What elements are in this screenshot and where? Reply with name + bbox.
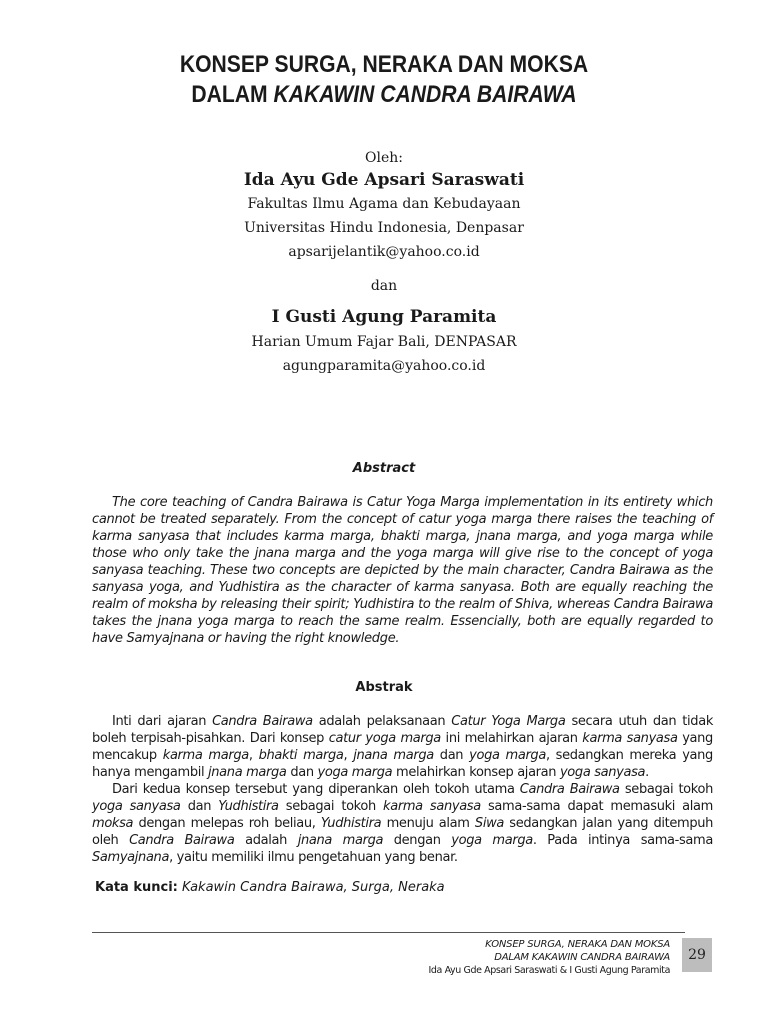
keywords-label: Kata kunci: — [95, 880, 178, 895]
running-title-line-2: DALAM KAKAWIN CANDRA BAIRAWA — [494, 952, 670, 963]
author-1-email: apsarijelantik@yahoo.co.id — [288, 244, 480, 260]
text-run: sebagai tokoh — [278, 799, 384, 814]
title-line-2-italic: KAKAWIN CANDRA BAIRAWA — [273, 81, 577, 108]
text-run: adalah pelaksanaan — [312, 714, 452, 729]
italic-term: Candra Bairawa — [129, 833, 235, 848]
italic-term: yoga marga — [469, 748, 546, 763]
author-2-name: I Gusti Agung Paramita — [271, 307, 497, 327]
italic-term: Yudhistira — [218, 799, 279, 814]
text-run: secara utuh dan tidak boleh terpisah-pisahkan. Dari konsep — [92, 714, 713, 746]
byline-conjunction: dan — [370, 278, 398, 294]
author-1-faculty: Fakultas Ilmu Agama dan Kebudayaan — [247, 196, 521, 212]
italic-term: Samyajnana — [92, 850, 170, 865]
italic-term: jnana marga — [208, 765, 287, 780]
italic-term: karma sanyasa — [383, 799, 481, 814]
text-run: adalah — [234, 833, 298, 848]
running-title-line-1: KONSEP SURGA, NERAKA DAN MOKSA — [485, 939, 670, 950]
italic-term: Catur Yoga Marga — [451, 714, 566, 729]
keywords — [95, 880, 445, 895]
running-header — [429, 938, 671, 977]
italic-term: bhakti marga — [258, 748, 344, 763]
text-run: Inti dari ajaran — [112, 714, 213, 729]
text-run: dan — [180, 799, 219, 814]
italic-term: karma sanyasa — [582, 731, 678, 746]
text-run: dengan — [383, 833, 452, 848]
running-authors: Ida Ayu Gde Apsari Saraswati & I Gusti Agung Paramita — [428, 965, 670, 976]
author-1-name: Ida Ayu Gde Apsari Saraswati — [243, 170, 525, 190]
title-line-1: KONSEP SURGA, NERAKA DAN MOKSA — [179, 51, 589, 78]
abstrak-paragraph-1 — [92, 713, 713, 781]
text-run: dan — [286, 765, 318, 780]
italic-term: Candra Bairawa — [212, 714, 313, 729]
text-run: Dari kedua konsep tersebut yang diperankan oleh tokoh utama — [112, 782, 520, 797]
abstract-text: The core teaching of Candra Bairawa is Catur Yoga Marga implementation in its entirety which cannot be treated separately. From the concept of catur yoga marga there raises the teaching of karma sanyasa that includes karma marga, bhakti marga, jnana marga, and yoga marga while those who only take the jnana marga and the yoga marga will give rise to the concept of yoga sanyasa teaching. These two concepts are depicted by the main character, Candra Bairawa as the sanyasa yoga, and Yudhistira as the character of karma sanyasa. Both are equally reaching the realm of moksha by releasing their spirit; Yudhistira to the realm of Shiva, whereas Candra Bairawa takes the jnana yoga marga to reach the same realm. Essencially, both are equally regarded to have Samyajnana or having the right knowledge. — [92, 495, 713, 646]
italic-term: karma marga — [162, 748, 249, 763]
text-run: . — [645, 765, 649, 780]
italic-term: yoga marga — [451, 833, 533, 848]
paper-title — [46, 50, 722, 110]
title-line-2-plain: DALAM — [191, 81, 274, 108]
text-run: sebagai tokoh — [619, 782, 713, 797]
italic-term: jnana marga — [297, 833, 384, 848]
text-run: sama-sama dapat memasuki alam — [480, 799, 713, 814]
italic-term: moksa — [92, 816, 134, 831]
text-run: melahirkan konsep ajaran — [392, 765, 560, 780]
text-run: ini melahirkan ajaran — [440, 731, 583, 746]
italic-term: jnana marga — [353, 748, 434, 763]
keywords-value: Kakawin Candra Bairawa, Surga, Neraka — [182, 880, 445, 895]
abstrak-paragraph-2 — [92, 781, 713, 866]
italic-term: Yudhistira — [320, 816, 382, 831]
text-run: yang mencakup — [92, 731, 713, 763]
italic-term: Candra Bairawa — [519, 782, 620, 797]
title-line-2 — [46, 80, 722, 110]
text-run: menuju alam — [381, 816, 475, 831]
text-run: dan — [433, 748, 470, 763]
abstrak-heading: Abstrak — [355, 680, 413, 695]
footer-divider — [92, 932, 685, 933]
text-run: dengan melepas roh beliau, — [133, 816, 321, 831]
abstract-heading: Abstract — [352, 461, 416, 476]
italic-term: yoga sanyasa — [92, 799, 181, 814]
italic-term: yoga sanyasa — [559, 765, 646, 780]
author-1-university: Universitas Hindu Indonesia, Denpasar — [244, 220, 524, 236]
text-run: , — [248, 748, 259, 763]
text-run: sedangkan jalan yang ditempuh oleh — [92, 816, 713, 848]
author-2-affiliation: Harian Umum Fajar Bali, DENPASAR — [251, 334, 517, 350]
byline-label: Oleh: — [365, 150, 403, 166]
text-run: . Pada intinya sama-sama — [532, 833, 713, 848]
text-run: , yaitu memiliki ilmu pengetahuan yang benar. — [169, 850, 458, 865]
italic-term: yoga marga — [317, 765, 393, 780]
page-number: 29 — [682, 938, 712, 972]
author-2-email: agungparamita@yahoo.co.id — [282, 358, 486, 374]
italic-term: catur yoga marga — [328, 731, 441, 746]
text-run: , — [343, 748, 354, 763]
text-run: , sedangkan mereka yang hanya mengambil — [92, 748, 713, 780]
italic-term: Siwa — [474, 816, 504, 831]
